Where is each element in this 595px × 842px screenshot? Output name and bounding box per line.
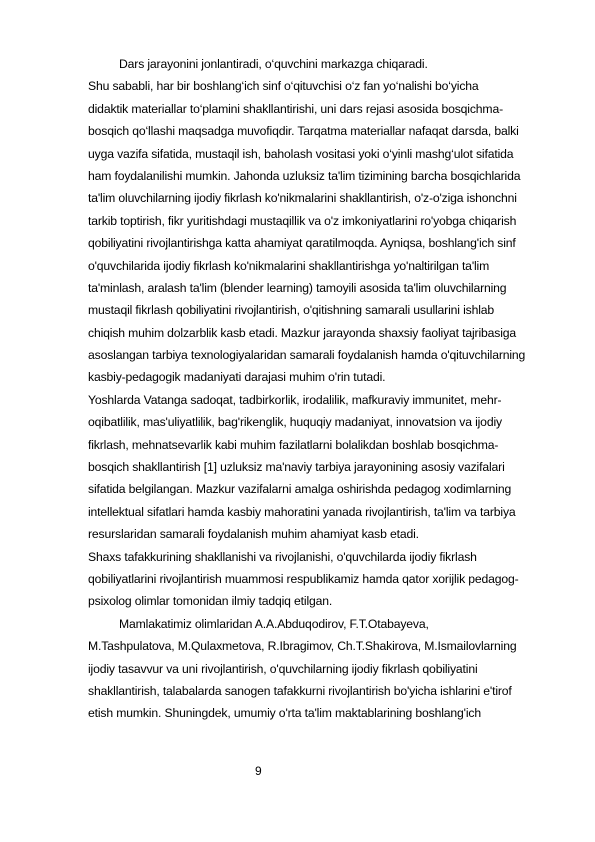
text-line: M.Tashpulatova, M.Qulaxmetova, R.Ibragimov, Ch.T.Shakirova, M.Ismailovlarning [88,639,517,654]
text-line: oqibatlilik, mas'uliyatlilik, bag'rikenglik, huquqiy madaniyat, innovatsion va ijodiy [88,415,502,430]
text-line: psixolog olimlar tomonidan ilmiy tadqiq etilgan. [88,594,333,609]
text-line: sifatida belgilangan. Mazkur vazifalarni amalga oshirishda pedagog xodimlarning [88,482,512,497]
text-line: ham foydalanilishi mumkin. Jahonda uzluksiz ta'lim tizimining barcha bosqichlarida [88,168,521,183]
text-line: ta'minlash, aralash ta'lim (blender learning) tamoyili asosida ta'lim oluvchilarning [88,280,507,295]
text-line: Shu sababli, har bir boshlang‘ich sinf o‘qituvchisi o‘z fan yo‘nalishi bo‘yicha [88,79,479,94]
text-line: ijodiy tasavvur va uni rivojlantirish, o'quvchilarning ijodiy fikrlash qobiliyatini [88,661,478,676]
text-line: Dars jarayonini jonlantiradi, o‘quvchini markazga chiqaradi. [119,57,428,71]
text-line: shakllantirish, talabalarda sanogen tafakkurni rivojlantirish bo'yicha ishlarini e'tirof [88,683,512,698]
text-line: intellektual sifatlari hamda kasbiy mahoratini yanada rivojlantirish, ta'lim va tarbiya [88,504,516,519]
text-line: kasbiy-pedagogik madaniyati darajasi muhim o'rin tutadi. [88,370,386,385]
text-line: bosqich shakllantirish [1] uzluksiz ma'naviy tarbiya jarayonining asosiy vazifalari [88,460,505,475]
text-line: asoslangan tarbiya texnologiyalaridan samarali foydalanish hamda o'qituvchilarning [88,348,526,363]
text-line: Yoshlarda Vatanga sadoqat, tadbirkorlik, irodalilik, mafkuraviy immunitet, mehr- [88,392,502,407]
text-line: qobiliyatlarini rivojlantirish muammosi respublikamiz hamda qator xorijlik pedagog- [88,571,519,586]
body-text [88,53,568,725]
text-line: didaktik materiallar to‘plamini shakllantirishi, uni dars rejasi asosida bosqichma- [88,101,503,116]
text-line: Mamlakatimiz olimlaridan A.A.Abduqodirov, F.T.Otabayeva, [119,616,429,631]
text-line: resurslaridan samarali foydalanish muhim ahamiyat kasb etadi. [88,527,419,542]
text-line: chiqish muhim dolzarblik kasb etadi. Mazkur jarayonda shaxsiy faoliyat tajribasiga [88,325,517,340]
page-number: 9 [255,764,262,778]
text-line: bosqich qo‘llashi maqsadga muvofiqdir. Tarqatma materiallar nafaqat darsda, balki [88,124,519,139]
text-line: Shaxs tafakkurining shakllanishi va rivojlanishi, o'quvchilarda ijodiy fikrlash [88,549,477,564]
text-line: o'quvchilarida ijodiy fikrlash ko'nikmalarini shakllantirishga yo'naltirilgan ta'lim [88,258,490,273]
text-line: ta'lim oluvchilarning ijodiy fikrlash ko'nikmalarini shakllantirish, o'z-o'ziga ishonchni [88,191,517,206]
text-line: mustaqil fikrlash qobiliyatini rivojlantirish, o'qitishning samarali usullarini ishlab [88,303,495,318]
text-line: tarkib toptirish, fikr yuritishdagi mustaqillik va o'z imkoniyatlarini ro'yobga chiqarish [88,213,517,228]
text-line: uyga vazifa sifatida, mustaqil ish, baholash vositasi yoki o‘yinli mashg‘ulot sifatida [88,146,514,161]
text-line: fikrlash, mehnatsevarlik kabi muhim fazilatlarni bolalikdan boshlab bosqichma- [88,437,499,452]
text-line: qobiliyatini rivojlantirishga katta ahamiyat qaratilmoqda. Ayniqsa, boshlang'ich sinf [88,236,516,251]
text-line: etish mumkin. Shuningdek, umumiy o'rta ta'lim maktablarining boshlang'ich [88,706,481,721]
